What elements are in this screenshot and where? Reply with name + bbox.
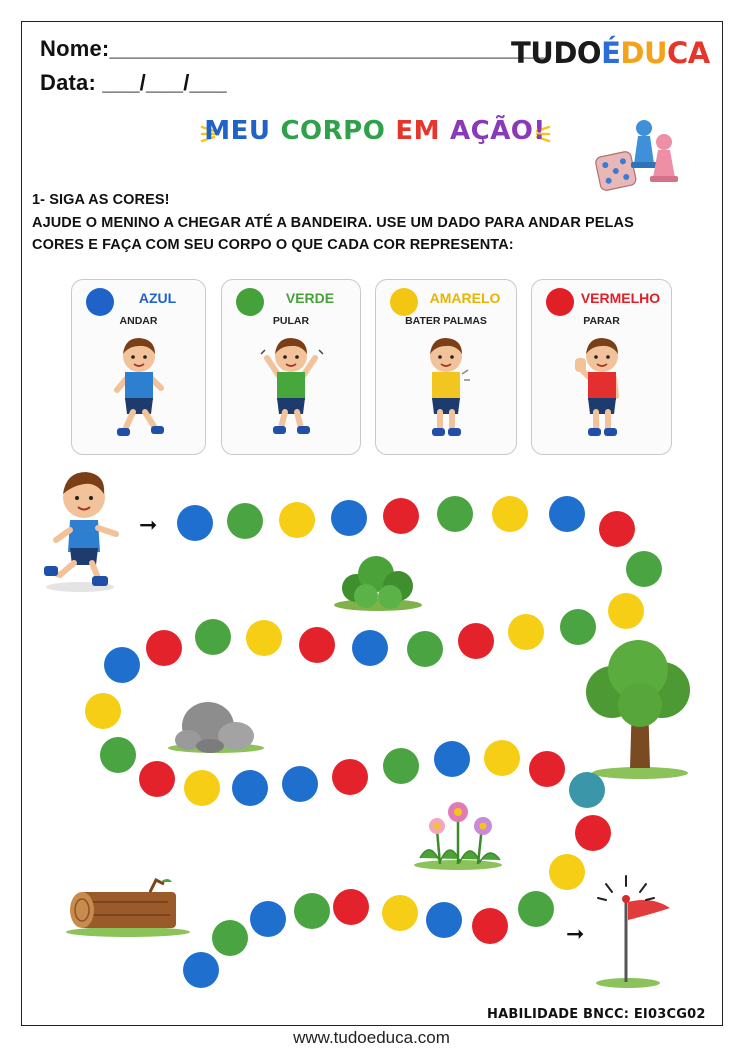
path-space-blue (183, 952, 219, 988)
log-icon (66, 879, 190, 937)
logo-text-ca: CA (667, 36, 710, 70)
path-space-green (407, 631, 443, 667)
logo-text-du: DU (620, 36, 667, 70)
path-space-green (100, 737, 136, 773)
path-space-green (626, 551, 662, 587)
path-space-green (227, 503, 263, 539)
tree-icon (586, 640, 690, 779)
path-space-blue (549, 496, 585, 532)
title-word: EM (395, 116, 440, 146)
path-space-blue (426, 902, 462, 938)
path-space-yellow (492, 496, 528, 532)
path-space-red (146, 630, 182, 666)
path-space-green (437, 496, 473, 532)
bncc-skill-label: HABILIDADE BNCC: EI03CG02 (487, 1007, 706, 1022)
legend-color-name: VERDE (285, 290, 335, 306)
path-space-blue (282, 766, 318, 802)
path-space-green (383, 748, 419, 784)
path-space-green (195, 619, 231, 655)
path-space-red (383, 498, 419, 534)
path-space-red (299, 627, 335, 663)
logo-text-tudo: TUDO (511, 36, 602, 70)
path-space-blue (177, 505, 213, 541)
path-space-red (333, 889, 369, 925)
path-space-yellow (184, 770, 220, 806)
path-space-red (332, 759, 368, 795)
path-space-yellow (246, 620, 282, 656)
finish-flag-icon (596, 876, 670, 988)
path-space-green (518, 891, 554, 927)
path-space-teal (569, 772, 605, 808)
date-field-label: Data: ___/___/___ (40, 70, 227, 95)
legend-color-name: AZUL (138, 290, 177, 306)
legend-color-name: VERMELHO (580, 290, 661, 306)
bush-icon (334, 556, 422, 611)
path-space-red (458, 623, 494, 659)
path-space-yellow (279, 502, 315, 538)
title-word: MEU (204, 116, 271, 146)
path-space-yellow (549, 854, 585, 890)
title-word: CORPO (280, 116, 386, 146)
instruction-line-1: AJUDE O MENINO A CHEGAR ATÉ A BANDEIRA. USE UM DADO PARA ANDAR PELAS (32, 215, 634, 231)
path-space-red (529, 751, 565, 787)
path-space-yellow (608, 593, 644, 629)
instruction-line-2: CORES E FAÇA COM SEU CORPO O QUE CADA COR REPRESENTA: (32, 237, 514, 253)
path-space-green (212, 920, 248, 956)
legend-action: ANDAR (119, 315, 158, 327)
path-space-red (472, 908, 508, 944)
path-space-green (294, 893, 330, 929)
legend-action: PARAR (583, 315, 620, 327)
path-space-blue (434, 741, 470, 777)
legend-color-name: AMARELO (429, 290, 501, 306)
logo-text-e: É (601, 36, 621, 70)
name-field-label: Nome:___________________________________ (40, 36, 545, 61)
path-space-blue (250, 901, 286, 937)
finish-arrow-icon: ➞ (566, 921, 585, 946)
path-space-yellow (484, 740, 520, 776)
title-word: AÇÃO! (449, 116, 546, 146)
flowers-icon (414, 802, 502, 870)
path-space-green (560, 609, 596, 645)
path-space-yellow (508, 614, 544, 650)
path-space-red (139, 761, 175, 797)
path-space-blue (352, 630, 388, 666)
path-space-red (599, 511, 635, 547)
running-boy-icon (44, 472, 116, 592)
path-space-blue (232, 770, 268, 806)
legend-action: BATER PALMAS (405, 315, 487, 327)
website-url: www.tudoeduca.com (293, 1028, 450, 1047)
rocks-icon (168, 702, 264, 753)
start-arrow-icon: ➞ (139, 512, 158, 537)
path-space-blue (104, 647, 140, 683)
legend-action: PULAR (272, 315, 310, 327)
path-space-red (575, 815, 611, 851)
path-space-yellow (85, 693, 121, 729)
instruction-heading: 1- SIGA AS CORES! (32, 192, 170, 208)
path-space-blue (331, 500, 367, 536)
path-space-yellow (382, 895, 418, 931)
